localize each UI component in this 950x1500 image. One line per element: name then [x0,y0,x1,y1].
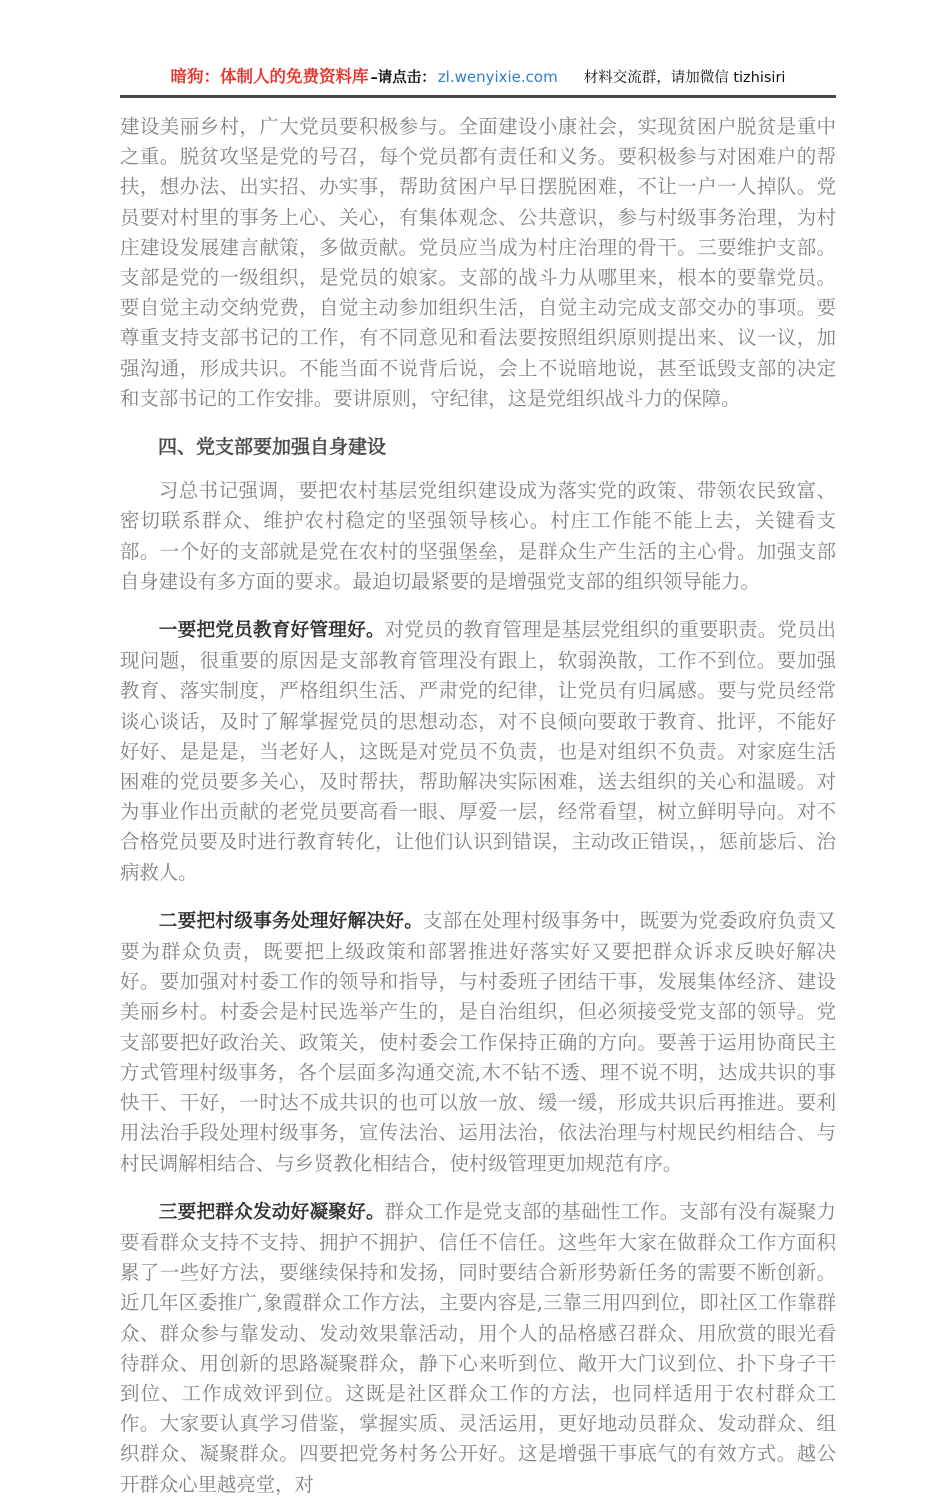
paragraph-5-lead: 三要把群众发动好凝聚好。 [158,1201,385,1223]
paragraph-3-text: 对党员的教育管理是基层党组织的重要职责。党员出现问题，很重要的原因是支部教育管理没有跟上，软弱涣散，工作不到位。要加强教育、落实制度，严格组织生活、严肃党的纪律，让党员有归属感。要与党员经常谈心谈话，及时了解掌握党员的思想动态，对不良倾向要敢于教育、批评，不能好好好、是是是，当老好人，这既是对党员不负责，也是对组织不负责。对家庭生活困难的党员要多关心，及时帮扶，帮助解决实际困难，送去组织的关心和温暖。对为事业作出贡献的老党员要高看一眼、厚爱一层，经常看望，树立鲜明导向。对不合格党员要及时进行教育转化，让他们认识到错误，主动改正错误，，惩前毖后、治病救人。 [120,618,836,884]
spacer [120,462,836,476]
promo-brand-label: 暗狗：体制人的免费资料库 [170,66,369,86]
paragraph-5 [120,1197,836,1500]
promo-wechat-label: 材料交流群，请加微信 tizhisiri [583,69,786,86]
document-body [120,112,836,1500]
paragraph-2: 习总书记强调，要把农村基层党组织建设成为落实党的政策、带领农民致富、密切联系群众、维护农村稳定的坚强领导核心。村庄工作能不能上去，关键看支部。一个好的支部就是党在农村的坚强堡垒，是群众生产生活的主心骨。加强支部自身建设有多方面的要求。最迫切最紧要的是增强党支部的组织领导能力。 [120,479,836,593]
paragraph-4-text: 支部在处理村级事务中，既要为党委政府负责又要为群众负责，既要把上级政策和部署推进好落实好又要把群众诉求反映好解决好。要加强对村委工作的领导和指导，与村委班子团结干事，发展集体经济、建设美丽乡村。村委会是村民选举产生的，是自治组织，但必须接受党支部的领导。党支部要把好政治关、政策关，使村委会工作保持正确的方向。要善于运用协商民主方式管理村级事务，各个层面多沟通交流,木不钻不透、理不说不明，达成共识的事快干、干好，一时达不成共识的也可以放一放、缓一缓，形成共识后再推进。要利用法治手段处理村级事务，宣传法治、运用法治，依法治理与村规民约相结合、与村民调解相结合、与乡贤教化相结合，使村级管理更加规范有序。 [120,908,836,1175]
paragraph-4 [120,906,836,1179]
promo-banner-line [170,66,786,86]
spacer [120,414,836,432]
spacer [120,1179,836,1197]
promo-banner [120,60,836,94]
promo-url-link[interactable]: zl.wenyixie.com [437,67,558,86]
paragraph-1: 建设美丽乡村，广大党员要积极参与。全面建设小康社会，实现贫困户脱贫是重中之重。脱贫攻坚是党的号召，每个党员都有责任和义务。要积极参与对困难户的帮扶，想办法、出实招、办实事，帮助贫困户早日摆脱困难，不让一户一人掉队。党员要对村里的事务上心、关心，有集体观念、公共意识，参与村级事务治理，为村庄建设发展建言献策，多做贡献。党员应当成为村庄治理的骨干。三要维护支部。支部是党的一级组织，是党员的娘家。支部的战斗力从哪里来，根本的要靠党员。要自觉主动交纳党费，自觉主动参加组织生活，自觉主动完成支部交办的事项。要尊重支持支部书记的工作，有不同意见和看法要按照组织原则提出来、议一议，加强沟通，形成共识。不能当面不说背后说，会上不说暗地说，甚至诋毁支部的决定和支部书记的工作安排。要讲原则，守纪律，这是党组织战斗力的保障。 [120,115,836,410]
spacer [120,597,836,615]
promo-click-prompt: –请点击： [370,69,436,86]
paragraph-5-text: 群众工作是党支部的基础性工作。支部有没有凝聚力要看群众支持不支持、拥护不拥护、信任不信任。这些年大家在做群众工作方面积累了一些好方法，要继续保持和发扬，同时要结合新形势新任务的需要不断创新。近几年区委推广,象霞群众工作方法，主要内容是,三靠三用四到位，即社区工作靠群众、群众参与靠发动、发动效果靠活动，用个人的品格感召群众、用欣赏的眼光看待群众、用创新的思路凝聚群众，静下心来听到位、敞开大门议到位、扑下身子干到位、工作成效评到位。这既是社区群众工作的方法，也同样适用于农村群众工作。大家要认真学习借鉴，掌握实质、灵活运用，更好地动员群众、发动群众、组织群众、凝聚群众。四要把党务村务公开好。这是增强干事底气的有效方式。越公开群众心里越亮堂，对 [120,1199,836,1496]
header-divider [120,95,836,98]
paragraph-3 [120,615,836,888]
section-heading-4: 四、党支部要加强自身建设 [158,436,387,459]
paragraph-4-lead: 二要把村级事务处理好解决好。 [158,910,424,932]
paragraph-3-lead: 一要把党员教育好管理好。 [158,620,385,642]
spacer [120,888,836,906]
